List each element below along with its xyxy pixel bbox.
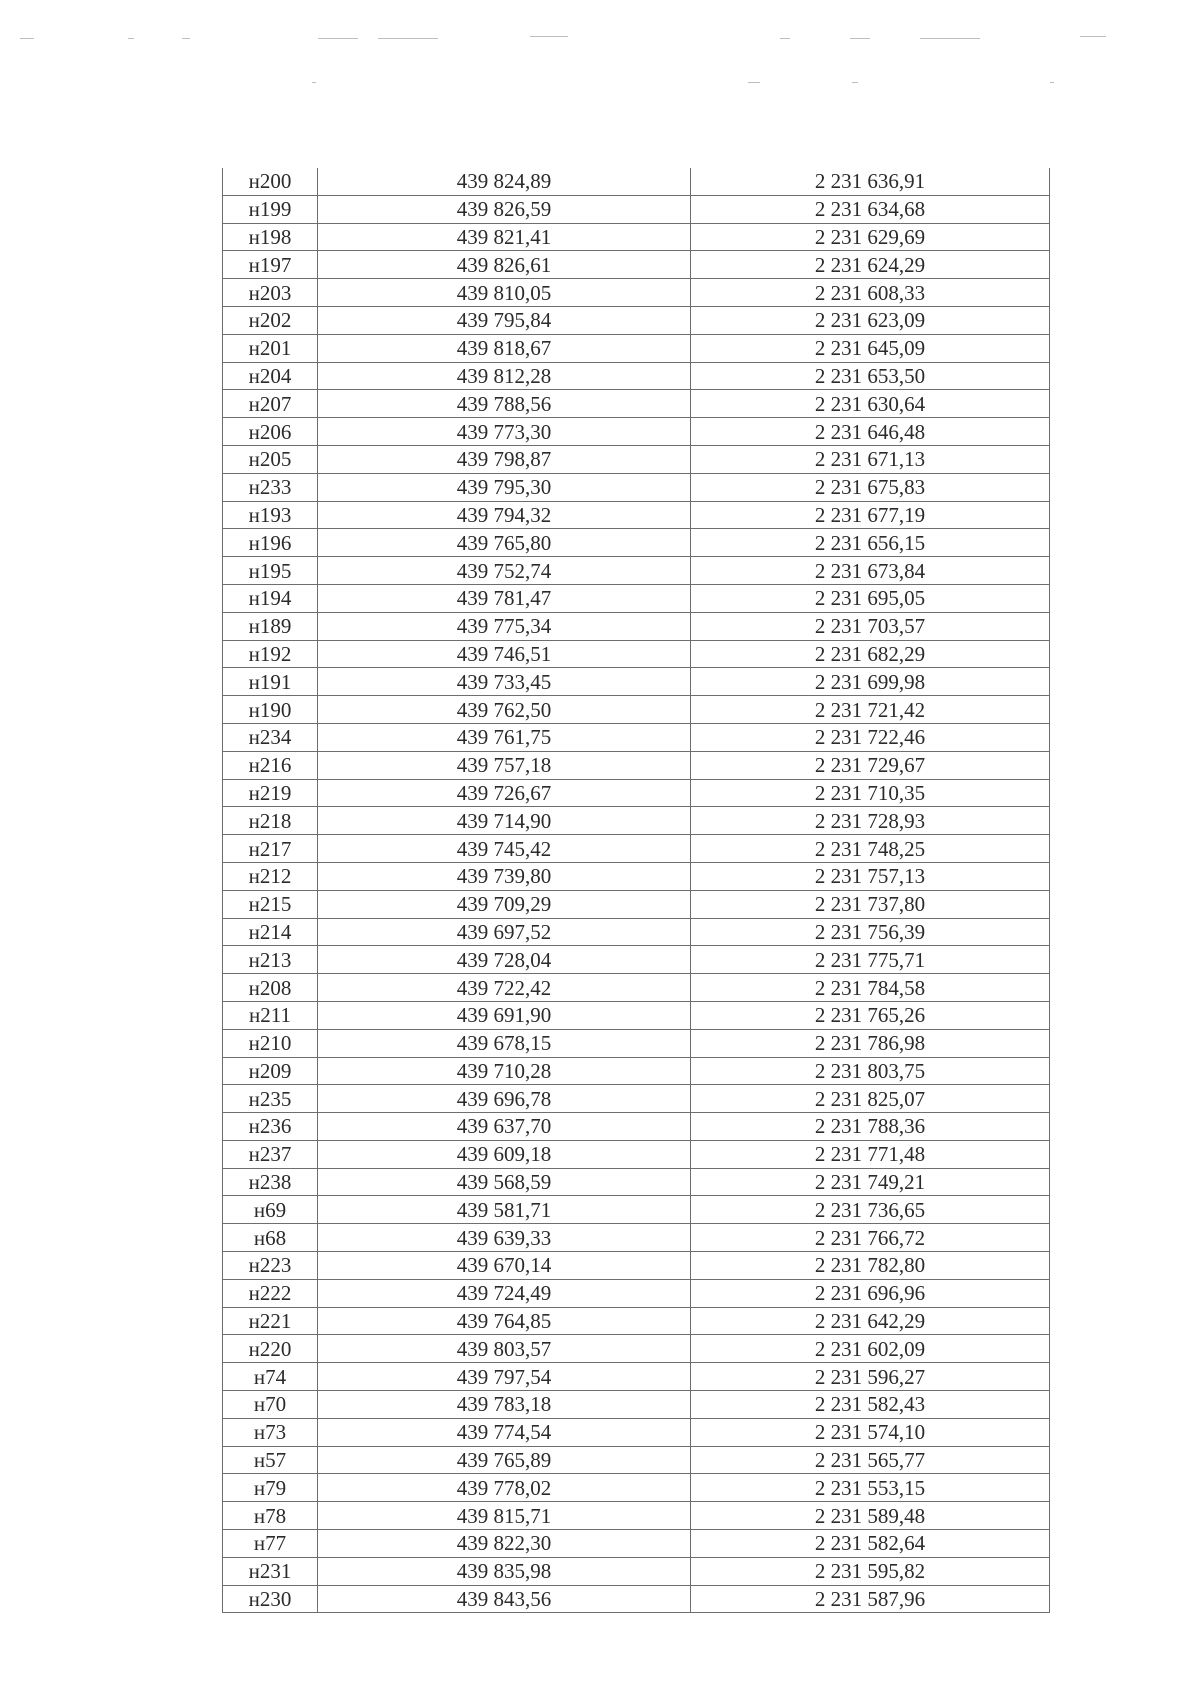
x-coordinate-cell: 439 818,67 <box>318 334 691 362</box>
table-row <box>223 195 1050 223</box>
y-coordinate-cell: 2 231 786,98 <box>691 1029 1050 1057</box>
x-coordinate-cell: 439 722,42 <box>318 974 691 1002</box>
table-row <box>223 362 1050 390</box>
point-number-cell: н207 <box>223 390 318 418</box>
point-number-cell: н68 <box>223 1224 318 1252</box>
table-row <box>223 1113 1050 1141</box>
x-coordinate-cell: 439 821,41 <box>318 223 691 251</box>
table-row <box>223 612 1050 640</box>
x-coordinate-cell: 439 752,74 <box>318 557 691 585</box>
y-coordinate-cell: 2 231 737,80 <box>691 890 1050 918</box>
point-number-cell: н199 <box>223 195 318 223</box>
y-coordinate-cell: 2 231 630,64 <box>691 390 1050 418</box>
x-coordinate-cell: 439 639,33 <box>318 1224 691 1252</box>
x-coordinate-cell: 439 826,61 <box>318 251 691 279</box>
table-row <box>223 390 1050 418</box>
table-row <box>223 1085 1050 1113</box>
table-row <box>223 1307 1050 1335</box>
point-number-cell: н192 <box>223 640 318 668</box>
y-coordinate-cell: 2 231 629,69 <box>691 223 1050 251</box>
y-coordinate-cell: 2 231 729,67 <box>691 751 1050 779</box>
x-coordinate-cell: 439 568,59 <box>318 1168 691 1196</box>
point-number-cell: н70 <box>223 1391 318 1419</box>
point-number-cell: н210 <box>223 1029 318 1057</box>
table-row <box>223 1363 1050 1391</box>
point-number-cell: н69 <box>223 1196 318 1224</box>
x-coordinate-cell: 439 812,28 <box>318 362 691 390</box>
y-coordinate-cell: 2 231 749,21 <box>691 1168 1050 1196</box>
table-row <box>223 974 1050 1002</box>
table-row <box>223 946 1050 974</box>
table-row <box>223 723 1050 751</box>
x-coordinate-cell: 439 757,18 <box>318 751 691 779</box>
point-number-cell: н230 <box>223 1585 318 1613</box>
y-coordinate-cell: 2 231 695,05 <box>691 584 1050 612</box>
table-row <box>223 529 1050 557</box>
point-number-cell: н222 <box>223 1279 318 1307</box>
point-number-cell: н223 <box>223 1252 318 1280</box>
y-coordinate-cell: 2 231 721,42 <box>691 696 1050 724</box>
x-coordinate-cell: 439 795,30 <box>318 473 691 501</box>
y-coordinate-cell: 2 231 553,15 <box>691 1474 1050 1502</box>
table-row <box>223 1418 1050 1446</box>
point-number-cell: н204 <box>223 362 318 390</box>
x-coordinate-cell: 439 697,52 <box>318 918 691 946</box>
y-coordinate-cell: 2 231 728,93 <box>691 807 1050 835</box>
y-coordinate-cell: 2 231 771,48 <box>691 1140 1050 1168</box>
y-coordinate-cell: 2 231 646,48 <box>691 418 1050 446</box>
y-coordinate-cell: 2 231 582,64 <box>691 1530 1050 1558</box>
x-coordinate-cell: 439 762,50 <box>318 696 691 724</box>
table-row <box>223 1057 1050 1085</box>
y-coordinate-cell: 2 231 673,84 <box>691 557 1050 585</box>
point-number-cell: н57 <box>223 1446 318 1474</box>
point-number-cell: н205 <box>223 445 318 473</box>
coordinates-table-body <box>223 168 1050 1613</box>
point-number-cell: н77 <box>223 1530 318 1558</box>
point-number-cell: н209 <box>223 1057 318 1085</box>
table-row <box>223 1196 1050 1224</box>
x-coordinate-cell: 439 733,45 <box>318 668 691 696</box>
y-coordinate-cell: 2 231 775,71 <box>691 946 1050 974</box>
table-row <box>223 1224 1050 1252</box>
point-number-cell: н212 <box>223 862 318 890</box>
table-row <box>223 1029 1050 1057</box>
x-coordinate-cell: 439 775,34 <box>318 612 691 640</box>
x-coordinate-cell: 439 609,18 <box>318 1140 691 1168</box>
table-row <box>223 1335 1050 1363</box>
point-number-cell: н211 <box>223 1001 318 1029</box>
table-row <box>223 584 1050 612</box>
point-number-cell: н74 <box>223 1363 318 1391</box>
table-row <box>223 862 1050 890</box>
x-coordinate-cell: 439 739,80 <box>318 862 691 890</box>
y-coordinate-cell: 2 231 634,68 <box>691 195 1050 223</box>
point-number-cell: н197 <box>223 251 318 279</box>
table-row <box>223 279 1050 307</box>
table-row <box>223 1391 1050 1419</box>
x-coordinate-cell: 439 788,56 <box>318 390 691 418</box>
x-coordinate-cell: 439 826,59 <box>318 195 691 223</box>
y-coordinate-cell: 2 231 736,65 <box>691 1196 1050 1224</box>
point-number-cell: н217 <box>223 835 318 863</box>
point-number-cell: н237 <box>223 1140 318 1168</box>
table-row <box>223 168 1050 195</box>
x-coordinate-cell: 439 797,54 <box>318 1363 691 1391</box>
point-number-cell: н194 <box>223 584 318 612</box>
scan-artifacts <box>0 0 1200 100</box>
y-coordinate-cell: 2 231 656,15 <box>691 529 1050 557</box>
table-row <box>223 1252 1050 1280</box>
y-coordinate-cell: 2 231 671,13 <box>691 445 1050 473</box>
y-coordinate-cell: 2 231 582,43 <box>691 1391 1050 1419</box>
x-coordinate-cell: 439 774,54 <box>318 1418 691 1446</box>
point-number-cell: н236 <box>223 1113 318 1141</box>
y-coordinate-cell: 2 231 596,27 <box>691 1363 1050 1391</box>
y-coordinate-cell: 2 231 825,07 <box>691 1085 1050 1113</box>
point-number-cell: н190 <box>223 696 318 724</box>
x-coordinate-cell: 439 822,30 <box>318 1530 691 1558</box>
point-number-cell: н78 <box>223 1502 318 1530</box>
y-coordinate-cell: 2 231 642,29 <box>691 1307 1050 1335</box>
y-coordinate-cell: 2 231 803,75 <box>691 1057 1050 1085</box>
x-coordinate-cell: 439 696,78 <box>318 1085 691 1113</box>
point-number-cell: н201 <box>223 334 318 362</box>
x-coordinate-cell: 439 778,02 <box>318 1474 691 1502</box>
x-coordinate-cell: 439 724,49 <box>318 1279 691 1307</box>
x-coordinate-cell: 439 746,51 <box>318 640 691 668</box>
y-coordinate-cell: 2 231 636,91 <box>691 168 1050 195</box>
y-coordinate-cell: 2 231 653,50 <box>691 362 1050 390</box>
x-coordinate-cell: 439 726,67 <box>318 779 691 807</box>
point-number-cell: н198 <box>223 223 318 251</box>
point-number-cell: н79 <box>223 1474 318 1502</box>
y-coordinate-cell: 2 231 608,33 <box>691 279 1050 307</box>
y-coordinate-cell: 2 231 624,29 <box>691 251 1050 279</box>
table-row <box>223 1585 1050 1613</box>
table-row <box>223 1168 1050 1196</box>
x-coordinate-cell: 439 781,47 <box>318 584 691 612</box>
x-coordinate-cell: 439 728,04 <box>318 946 691 974</box>
x-coordinate-cell: 439 714,90 <box>318 807 691 835</box>
point-number-cell: н213 <box>223 946 318 974</box>
x-coordinate-cell: 439 581,71 <box>318 1196 691 1224</box>
point-number-cell: н200 <box>223 168 318 195</box>
table-row <box>223 1557 1050 1585</box>
y-coordinate-cell: 2 231 595,82 <box>691 1557 1050 1585</box>
point-number-cell: н73 <box>223 1418 318 1446</box>
coordinates-table <box>222 168 1050 1613</box>
y-coordinate-cell: 2 231 677,19 <box>691 501 1050 529</box>
x-coordinate-cell: 439 798,87 <box>318 445 691 473</box>
x-coordinate-cell: 439 843,56 <box>318 1585 691 1613</box>
point-number-cell: н220 <box>223 1335 318 1363</box>
y-coordinate-cell: 2 231 766,72 <box>691 1224 1050 1252</box>
table-row <box>223 835 1050 863</box>
point-number-cell: н203 <box>223 279 318 307</box>
point-number-cell: н216 <box>223 751 318 779</box>
table-row <box>223 445 1050 473</box>
x-coordinate-cell: 439 745,42 <box>318 835 691 863</box>
x-coordinate-cell: 439 824,89 <box>318 168 691 195</box>
y-coordinate-cell: 2 231 784,58 <box>691 974 1050 1002</box>
y-coordinate-cell: 2 231 574,10 <box>691 1418 1050 1446</box>
table-row <box>223 251 1050 279</box>
x-coordinate-cell: 439 709,29 <box>318 890 691 918</box>
point-number-cell: н219 <box>223 779 318 807</box>
table-row <box>223 1446 1050 1474</box>
table-row <box>223 779 1050 807</box>
x-coordinate-cell: 439 764,85 <box>318 1307 691 1335</box>
point-number-cell: н233 <box>223 473 318 501</box>
point-number-cell: н218 <box>223 807 318 835</box>
point-number-cell: н231 <box>223 1557 318 1585</box>
table-row <box>223 473 1050 501</box>
x-coordinate-cell: 439 710,28 <box>318 1057 691 1085</box>
y-coordinate-cell: 2 231 675,83 <box>691 473 1050 501</box>
point-number-cell: н189 <box>223 612 318 640</box>
x-coordinate-cell: 439 637,70 <box>318 1113 691 1141</box>
point-number-cell: н191 <box>223 668 318 696</box>
y-coordinate-cell: 2 231 645,09 <box>691 334 1050 362</box>
x-coordinate-cell: 439 803,57 <box>318 1335 691 1363</box>
table-row <box>223 306 1050 334</box>
point-number-cell: н215 <box>223 890 318 918</box>
x-coordinate-cell: 439 795,84 <box>318 306 691 334</box>
table-row <box>223 418 1050 446</box>
x-coordinate-cell: 439 765,89 <box>318 1446 691 1474</box>
x-coordinate-cell: 439 691,90 <box>318 1001 691 1029</box>
point-number-cell: н208 <box>223 974 318 1002</box>
table-row <box>223 1530 1050 1558</box>
table-row <box>223 1140 1050 1168</box>
table-row <box>223 1279 1050 1307</box>
point-number-cell: н193 <box>223 501 318 529</box>
point-number-cell: н202 <box>223 306 318 334</box>
y-coordinate-cell: 2 231 682,29 <box>691 640 1050 668</box>
y-coordinate-cell: 2 231 788,36 <box>691 1113 1050 1141</box>
table-row <box>223 557 1050 585</box>
x-coordinate-cell: 439 678,15 <box>318 1029 691 1057</box>
x-coordinate-cell: 439 815,71 <box>318 1502 691 1530</box>
x-coordinate-cell: 439 761,75 <box>318 723 691 751</box>
table-row <box>223 223 1050 251</box>
point-number-cell: н234 <box>223 723 318 751</box>
table-row <box>223 334 1050 362</box>
table-row <box>223 640 1050 668</box>
y-coordinate-cell: 2 231 722,46 <box>691 723 1050 751</box>
point-number-cell: н195 <box>223 557 318 585</box>
y-coordinate-cell: 2 231 699,98 <box>691 668 1050 696</box>
x-coordinate-cell: 439 783,18 <box>318 1391 691 1419</box>
y-coordinate-cell: 2 231 756,39 <box>691 918 1050 946</box>
table-row <box>223 807 1050 835</box>
point-number-cell: н235 <box>223 1085 318 1113</box>
y-coordinate-cell: 2 231 748,25 <box>691 835 1050 863</box>
x-coordinate-cell: 439 765,80 <box>318 529 691 557</box>
table-row <box>223 1474 1050 1502</box>
table-row <box>223 668 1050 696</box>
y-coordinate-cell: 2 231 710,35 <box>691 779 1050 807</box>
point-number-cell: н221 <box>223 1307 318 1335</box>
y-coordinate-cell: 2 231 589,48 <box>691 1502 1050 1530</box>
table-row <box>223 751 1050 779</box>
y-coordinate-cell: 2 231 757,13 <box>691 862 1050 890</box>
y-coordinate-cell: 2 231 696,96 <box>691 1279 1050 1307</box>
table-row <box>223 890 1050 918</box>
x-coordinate-cell: 439 810,05 <box>318 279 691 307</box>
y-coordinate-cell: 2 231 703,57 <box>691 612 1050 640</box>
point-number-cell: н196 <box>223 529 318 557</box>
x-coordinate-cell: 439 773,30 <box>318 418 691 446</box>
table-row <box>223 501 1050 529</box>
table-row <box>223 1001 1050 1029</box>
y-coordinate-cell: 2 231 602,09 <box>691 1335 1050 1363</box>
y-coordinate-cell: 2 231 765,26 <box>691 1001 1050 1029</box>
table-row <box>223 696 1050 724</box>
x-coordinate-cell: 439 794,32 <box>318 501 691 529</box>
point-number-cell: н206 <box>223 418 318 446</box>
y-coordinate-cell: 2 231 565,77 <box>691 1446 1050 1474</box>
x-coordinate-cell: 439 835,98 <box>318 1557 691 1585</box>
y-coordinate-cell: 2 231 623,09 <box>691 306 1050 334</box>
table-row <box>223 1502 1050 1530</box>
y-coordinate-cell: 2 231 782,80 <box>691 1252 1050 1280</box>
point-number-cell: н238 <box>223 1168 318 1196</box>
x-coordinate-cell: 439 670,14 <box>318 1252 691 1280</box>
table-row <box>223 918 1050 946</box>
point-number-cell: н214 <box>223 918 318 946</box>
y-coordinate-cell: 2 231 587,96 <box>691 1585 1050 1613</box>
